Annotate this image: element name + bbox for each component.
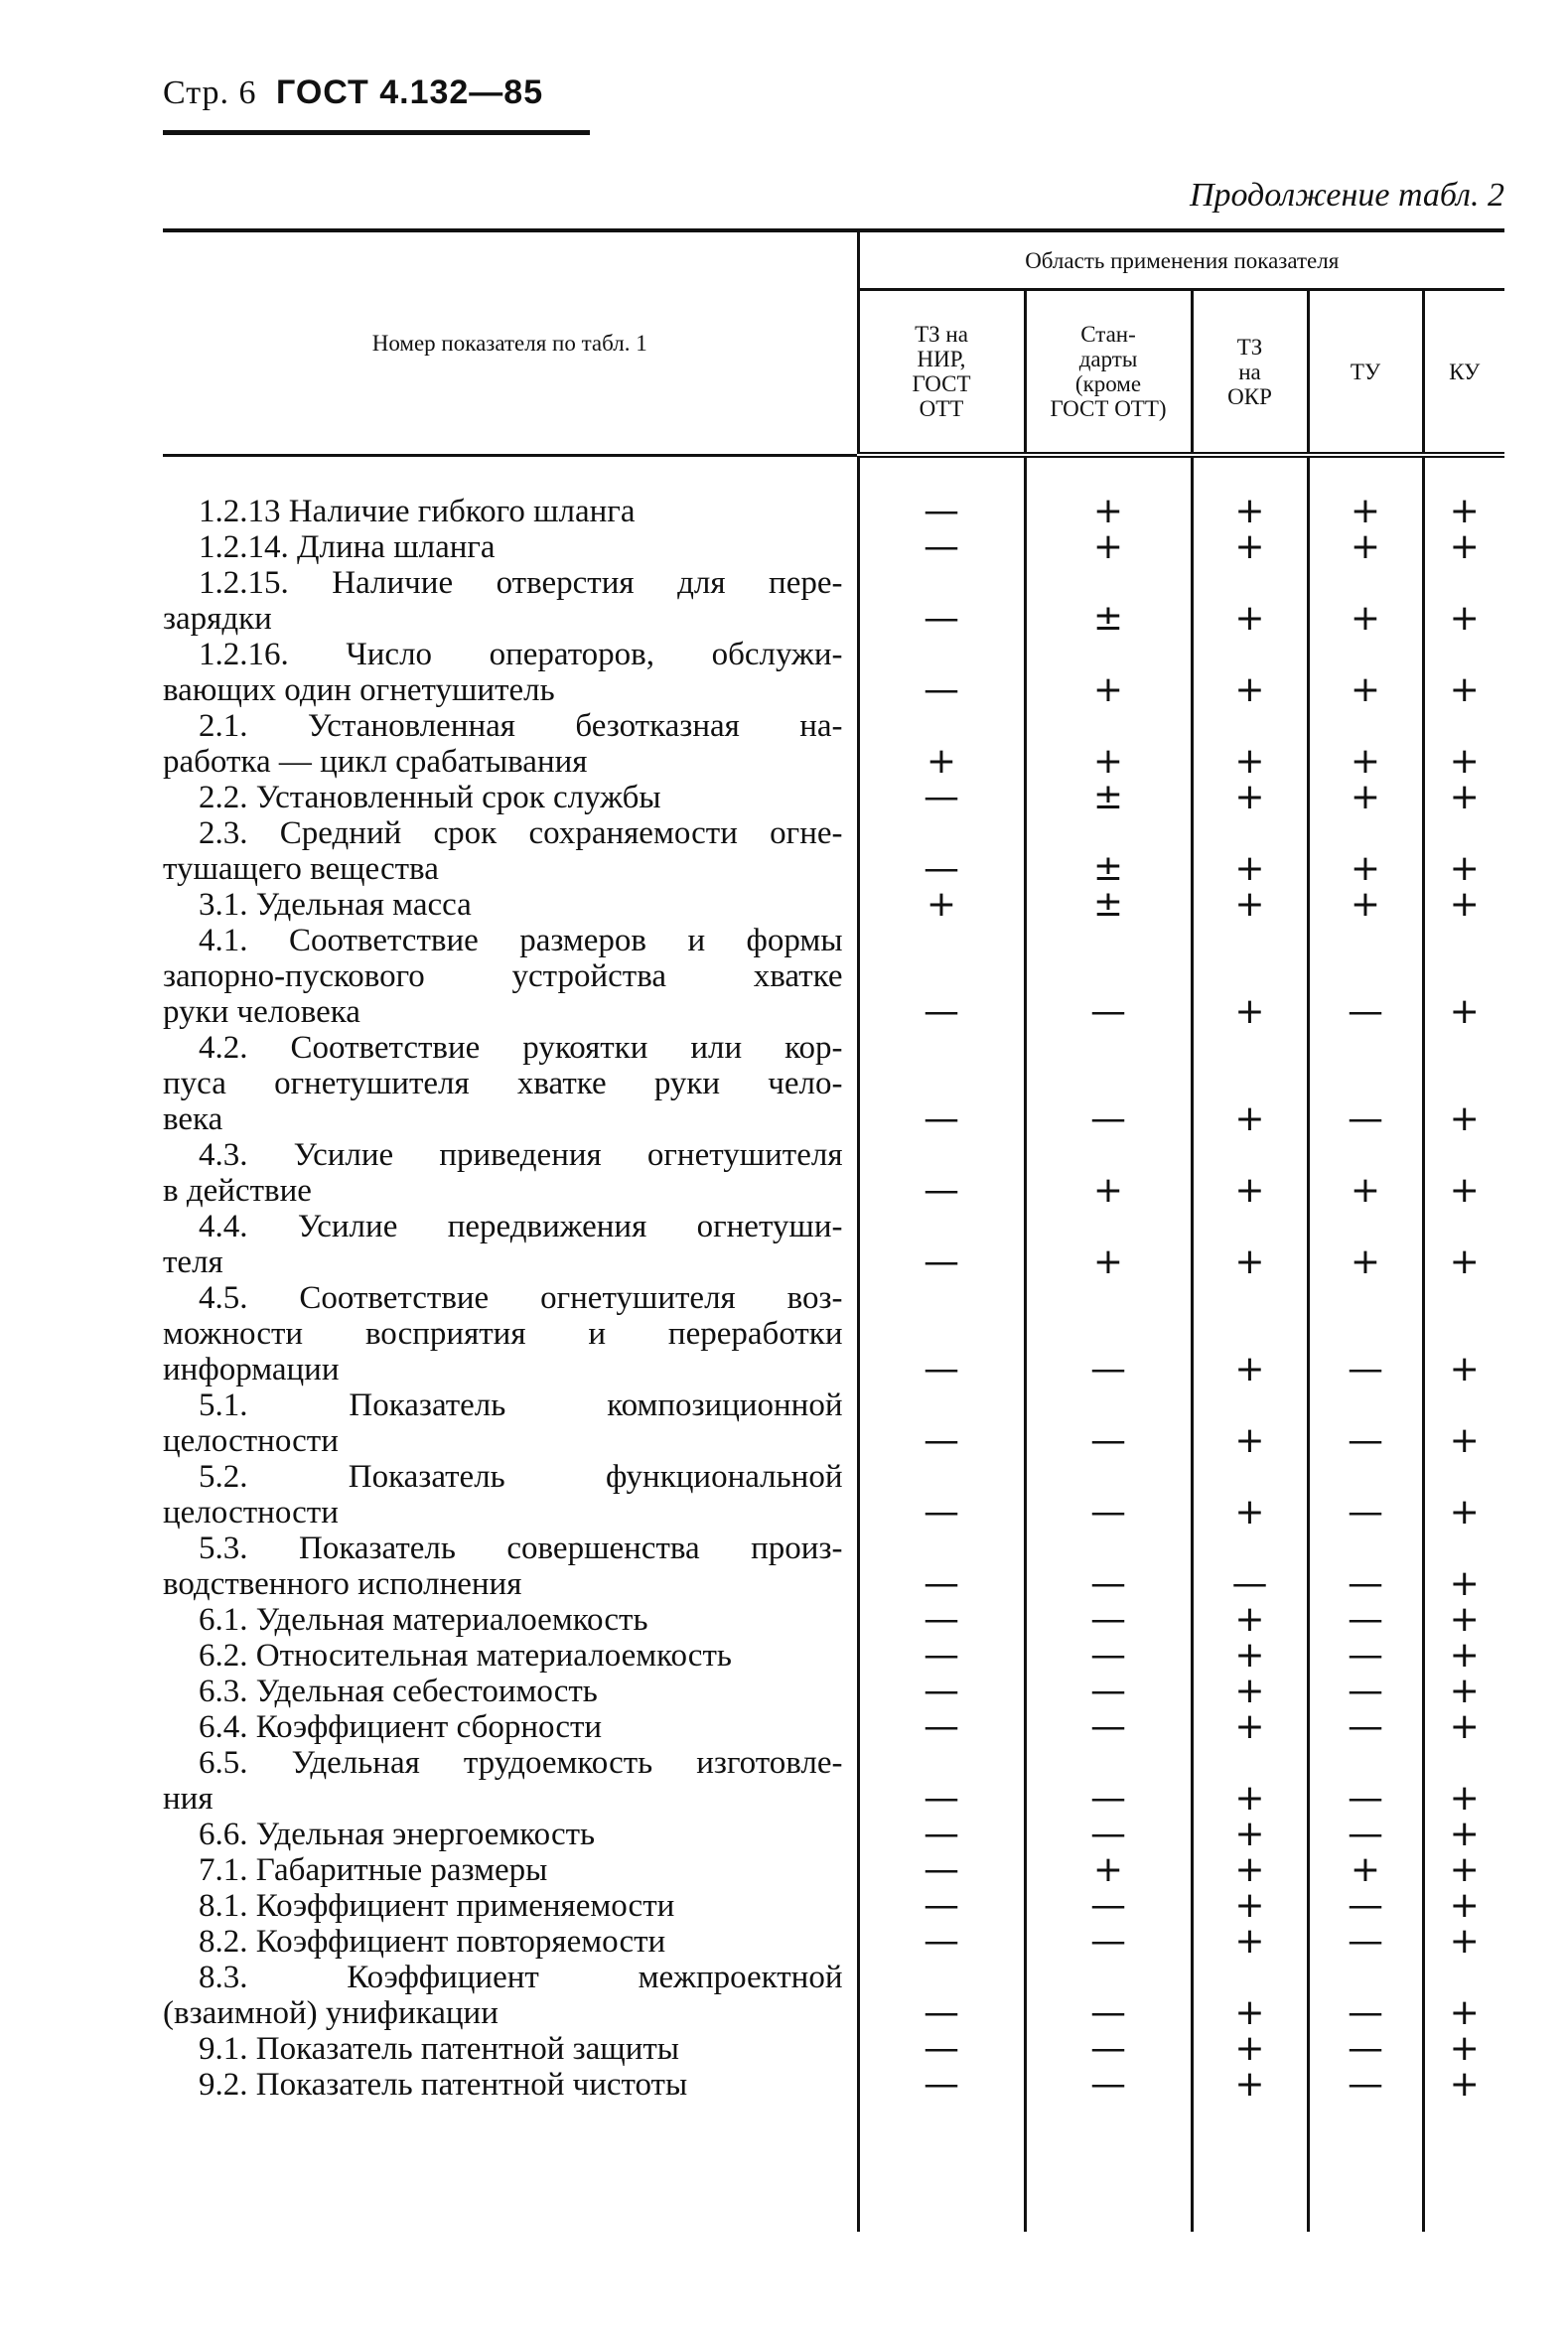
indicator-name-line: информации [163, 1352, 340, 1387]
applicability-mark: + [1423, 1459, 1504, 1531]
table-row [163, 1638, 1504, 1674]
spacer-cell [1308, 2103, 1423, 2232]
applicability-mark: + [1423, 1924, 1504, 1960]
indicator-name-line: века [163, 1101, 223, 1137]
indicator-name [163, 1209, 858, 1280]
column-header-1 [858, 290, 1025, 456]
page-number: Стр. 6 [163, 74, 257, 111]
indicator-name [163, 1137, 858, 1209]
indicator-name-line: 6.3. Удельная себестоимость [199, 1674, 598, 1709]
applicability-mark: + [1423, 1852, 1504, 1888]
table-row [163, 1960, 1504, 2031]
table-row [163, 1280, 1504, 1387]
header-rule [163, 130, 590, 135]
table-row [163, 1817, 1504, 1852]
indicator-name-line: 9.1. Показатель патентной защиты [199, 2031, 679, 2067]
applicability-mark: — [1025, 1817, 1192, 1852]
applicability-mark: — [1308, 1638, 1423, 1674]
applicability-mark: + [1308, 1852, 1423, 1888]
applicability-mark: — [1308, 1960, 1423, 2031]
indicator-name-line: 8.3. Коэффициент межпроектной [199, 1960, 843, 1995]
indicator-name [163, 815, 858, 887]
applicability-mark: — [1025, 1030, 1192, 1137]
indicator-name [163, 1745, 858, 1817]
applicability-mark: — [1308, 1924, 1423, 1960]
applicability-mark: + [1192, 1817, 1308, 1852]
applicability-mark: + [1423, 1280, 1504, 1387]
applicability-mark: + [1308, 529, 1423, 565]
indicator-name-line: зарядки [163, 601, 272, 637]
applicability-mark: + [1192, 529, 1308, 565]
table-row [163, 1852, 1504, 1888]
applicability-mark: + [1423, 780, 1504, 815]
indicator-name [163, 1602, 858, 1638]
indicator-name-line: 8.1. Коэффициент применяемости [199, 1888, 675, 1924]
applicability-mark: + [1423, 708, 1504, 780]
column-header-line: ОТТ [919, 396, 964, 421]
indicator-name [163, 1531, 858, 1602]
applicability-mark: — [858, 565, 1025, 637]
applicability-mark: — [858, 815, 1025, 887]
indicator-name [163, 565, 858, 637]
indicator-name-line: тушащего вещества [163, 851, 439, 887]
applicability-mark: + [1423, 1888, 1504, 1924]
indicator-name [163, 1674, 858, 1709]
gost-number: ГОСТ 4.132—85 [276, 73, 544, 111]
indicator-name-line: 4.2. Соответствие рукоятки или кор- [199, 1030, 843, 1066]
indicator-name [163, 2067, 858, 2103]
indicator-name [163, 887, 858, 923]
applicability-mark: + [1423, 1817, 1504, 1852]
indicator-name-line: 6.5. Удельная трудоемкость изготовле- [199, 1745, 843, 1781]
applicability-mark: + [1423, 637, 1504, 708]
applicability-mark: — [1308, 1531, 1423, 1602]
applicability-mark: + [1308, 780, 1423, 815]
applicability-mark: + [1192, 1137, 1308, 1209]
column-header-line: КУ [1449, 359, 1481, 384]
applicability-mark: — [858, 1137, 1025, 1209]
indicator-name-line: водственного исполнения [163, 1566, 522, 1602]
column-header-line: ТУ [1350, 359, 1381, 384]
applicability-mark: + [1423, 1638, 1504, 1674]
indicator-name [163, 1852, 858, 1888]
table-row [163, 2031, 1504, 2067]
applicability-mark: — [1025, 1745, 1192, 1817]
applicability-mark: — [858, 1209, 1025, 1280]
table-row [163, 1030, 1504, 1137]
table-row [163, 1888, 1504, 1924]
table-row [163, 1387, 1504, 1459]
table-row [163, 1709, 1504, 1745]
applicability-mark: + [1423, 815, 1504, 887]
column-header-line: ОКР [1227, 383, 1272, 409]
indicator-name [163, 780, 858, 815]
applicability-mark: + [1308, 887, 1423, 923]
applicability-mark: — [1025, 923, 1192, 1030]
table-row [163, 1602, 1504, 1638]
indicator-name [163, 637, 858, 708]
applicability-mark: — [1025, 1459, 1192, 1531]
table-row [163, 637, 1504, 708]
spacer-cell [1192, 2103, 1308, 2232]
indicator-name-line: 4.1. Соответствие размеров и формы [199, 923, 843, 958]
applicability-mark: + [1308, 637, 1423, 708]
indicator-name-line: 2.1. Установленная безотказная на- [199, 708, 843, 744]
applicability-mark: — [858, 1602, 1025, 1638]
applicability-mark: + [1192, 1745, 1308, 1817]
indicator-name [163, 1924, 858, 1960]
applicability-mark: — [858, 1531, 1025, 1602]
spacer-cell [858, 2103, 1025, 2232]
indicator-name-line: 6.1. Удельная материалоемкость [199, 1602, 648, 1638]
spacer-cell [1025, 2103, 1192, 2232]
indicator-name [163, 708, 858, 780]
applicability-mark: — [858, 529, 1025, 565]
table-row [163, 708, 1504, 780]
applicability-mark: ± [1025, 815, 1192, 887]
table-row [163, 455, 1504, 529]
indicator-name-line: 1.2.16. Число операторов, обслужи- [199, 637, 843, 672]
indicator-name-line: вающих один огнетушитель [163, 672, 555, 708]
applicability-mark: + [1192, 1674, 1308, 1709]
applicability-mark: + [1192, 1852, 1308, 1888]
indicator-name-line: 5.1. Показатель композиционной [199, 1387, 843, 1423]
table-row [163, 1209, 1504, 1280]
applicability-mark: + [1192, 565, 1308, 637]
applicability-mark: — [858, 2031, 1025, 2067]
table-row [163, 529, 1504, 565]
indicator-name [163, 455, 858, 529]
table-row [163, 887, 1504, 923]
applicability-mark: + [1192, 1924, 1308, 1960]
applicability-mark: — [1025, 1531, 1192, 1602]
applicability-mark: + [1025, 637, 1192, 708]
page-header [163, 73, 543, 112]
applicability-mark: + [1308, 815, 1423, 887]
indicator-name-line: можности восприятия и переработки [163, 1316, 843, 1352]
column-header-line: дарты [1078, 347, 1138, 371]
applicability-mark: — [858, 1674, 1025, 1709]
applicability-mark: — [1308, 1745, 1423, 1817]
applicability-mark: + [1192, 1030, 1308, 1137]
applicability-mark: + [1423, 1387, 1504, 1459]
indicator-name [163, 1817, 858, 1852]
applicability-mark: — [858, 637, 1025, 708]
applicability-mark: + [1423, 887, 1504, 923]
applicability-mark: + [1192, 2031, 1308, 2067]
column-group-header: Область применения показателя [858, 230, 1504, 290]
applicability-mark: — [858, 1924, 1025, 1960]
applicability-mark: — [858, 1709, 1025, 1745]
indicator-name [163, 1459, 858, 1531]
indicator-name-line: пуса огнетушителя хватке руки чело- [163, 1066, 843, 1101]
applicability-mark: — [1308, 1602, 1423, 1638]
column-header-line: (кроме [1074, 371, 1142, 396]
indicator-name [163, 1638, 858, 1674]
column-header-2 [1025, 290, 1192, 456]
applicability-mark: — [858, 1459, 1025, 1531]
applicability-mark: — [858, 1817, 1025, 1852]
applicability-mark: — [1025, 1280, 1192, 1387]
applicability-mark: + [1192, 1960, 1308, 2031]
applicability-mark: + [1308, 708, 1423, 780]
applicability-mark: + [1423, 1745, 1504, 1817]
indicator-name-line: 5.2. Показатель функциональной [199, 1459, 843, 1495]
applicability-mark: + [1025, 1137, 1192, 1209]
applicability-mark: — [858, 923, 1025, 1030]
applicability-mark: — [1308, 1817, 1423, 1852]
applicability-mark: — [1025, 1709, 1192, 1745]
applicability-mark: + [1025, 1852, 1192, 1888]
indicator-name-line: 5.3. Показатель совершенства произ- [199, 1531, 843, 1566]
column-header-5 [1423, 290, 1504, 456]
indicator-name [163, 1960, 858, 2031]
indicator-name-line: (взаимной) унификации [163, 1995, 499, 2031]
indicator-name-line: теля [163, 1244, 223, 1280]
applicability-mark: — [1308, 1888, 1423, 1924]
applicability-mark: — [1025, 1602, 1192, 1638]
applicability-mark: + [858, 708, 1025, 780]
applicability-mark: + [1423, 1531, 1504, 1602]
applicability-mark: — [1192, 1531, 1308, 1602]
applicability-mark: + [1308, 1137, 1423, 1209]
applicability-mark: + [1192, 637, 1308, 708]
applicability-mark: + [1192, 2067, 1308, 2103]
applicability-mark: + [1192, 1387, 1308, 1459]
applicability-mark: + [1192, 1709, 1308, 1745]
applicability-mark: — [858, 1638, 1025, 1674]
applicability-mark: — [1308, 1387, 1423, 1459]
indicator-name-line: ния [163, 1781, 214, 1817]
applicability-mark: — [1308, 1674, 1423, 1709]
indicator-name-line: целостности [163, 1495, 339, 1531]
applicability-mark: + [1423, 2067, 1504, 2103]
column-header-3 [1192, 290, 1308, 456]
indicator-name-line: 1.2.15. Наличие отверстия для пере- [199, 565, 843, 601]
indicator-name-line: 1.2.13 Наличие гибкого шланга [199, 494, 636, 529]
indicator-name [163, 529, 858, 565]
table-row [163, 565, 1504, 637]
table-row [163, 1459, 1504, 1531]
spacer-cell [163, 2103, 858, 2232]
applicability-mark: + [1192, 1280, 1308, 1387]
applicability-mark: + [1025, 529, 1192, 565]
applicability-mark: + [1308, 565, 1423, 637]
table-row [163, 1674, 1504, 1709]
applicability-mark: — [1025, 1638, 1192, 1674]
table-row [163, 1924, 1504, 1960]
indicator-name-line: работка — цикл срабатывания [163, 744, 588, 780]
applicability-mark: — [1025, 1960, 1192, 2031]
indicator-name [163, 1030, 858, 1137]
applicability-mark: + [1423, 1209, 1504, 1280]
indicator-name [163, 2031, 858, 2067]
applicability-mark: + [1423, 529, 1504, 565]
table-row [163, 1531, 1504, 1602]
applicability-mark: — [858, 1030, 1025, 1137]
applicability-mark: ± [1025, 780, 1192, 815]
applicability-mark: + [1423, 1030, 1504, 1137]
indicator-name [163, 1709, 858, 1745]
indicator-name-line: 1.2.14. Длина шланга [199, 529, 496, 565]
column-header-line: НИР, [917, 347, 966, 371]
applicability-mark: — [858, 780, 1025, 815]
applicability-mark: — [1025, 1387, 1192, 1459]
applicability-mark: + [1192, 1888, 1308, 1924]
column-header-line: на [1238, 359, 1261, 384]
indicator-name-line: 2.3. Средний срок сохраняемости огне- [199, 815, 843, 851]
applicability-mark: — [1308, 1709, 1423, 1745]
table-row [163, 2067, 1504, 2103]
applicability-mark: + [1423, 1602, 1504, 1638]
table-body [163, 455, 1504, 2232]
indicator-table-container [163, 228, 1504, 2232]
applicability-mark: + [1423, 565, 1504, 637]
indicator-name-line: 4.3. Усилие приведения огнетушителя [199, 1137, 843, 1173]
applicability-mark: — [858, 1852, 1025, 1888]
indicator-name-line: руки человека [163, 994, 360, 1030]
applicability-mark: + [1192, 455, 1308, 529]
applicability-mark: + [1192, 815, 1308, 887]
applicability-mark: + [1423, 1960, 1504, 2031]
indicator-name-line: 9.2. Показатель патентной чистоты [199, 2067, 688, 2103]
applicability-mark: + [1192, 1459, 1308, 1531]
indicator-name [163, 1387, 858, 1459]
applicability-mark: + [1423, 455, 1504, 529]
applicability-mark: — [1025, 1924, 1192, 1960]
indicator-name-line: 8.2. Коэффициент повторяемости [199, 1924, 666, 1960]
column-header-line: ГОСТ [912, 371, 971, 396]
applicability-mark: — [1025, 2031, 1192, 2067]
table-bottom-spacer [163, 2103, 1504, 2232]
applicability-mark: — [1308, 1030, 1423, 1137]
applicability-mark: ± [1025, 887, 1192, 923]
applicability-mark: — [858, 1888, 1025, 1924]
indicator-name [163, 1280, 858, 1387]
applicability-mark: + [858, 887, 1025, 923]
indicator-name [163, 1888, 858, 1924]
applicability-mark: — [1025, 1888, 1192, 1924]
column-header-line: ГОСТ ОТТ) [1050, 396, 1167, 421]
applicability-mark: — [1308, 923, 1423, 1030]
indicator-name-line: 6.4. Коэффициент сборности [199, 1709, 603, 1745]
table-row [163, 1745, 1504, 1817]
table-row [163, 815, 1504, 887]
applicability-mark: — [1308, 2067, 1423, 2103]
indicator-name-line: 3.1. Удельная масса [199, 887, 472, 923]
applicability-mark: + [1423, 2031, 1504, 2067]
applicability-mark: — [858, 1745, 1025, 1817]
indicator-name [163, 923, 858, 1030]
applicability-mark: + [1192, 1209, 1308, 1280]
indicator-name-line: 4.4. Усилие передвижения огнетуши- [199, 1209, 843, 1244]
indicator-name-line: 2.2. Установленный срок службы [199, 780, 661, 815]
indicator-name-line: 7.1. Габаритные размеры [199, 1852, 548, 1888]
table-row [163, 1137, 1504, 1209]
applicability-mark: + [1308, 1209, 1423, 1280]
indicator-name-line: 6.6. Удельная энергоемкость [199, 1817, 596, 1852]
indicator-name-line: целостности [163, 1423, 339, 1459]
indicator-table [163, 228, 1504, 2232]
applicability-mark: — [858, 1387, 1025, 1459]
column-header-line: Стан- [1080, 322, 1136, 347]
applicability-mark: + [1423, 923, 1504, 1030]
applicability-mark: + [1192, 887, 1308, 923]
applicability-mark: — [858, 1960, 1025, 2031]
spacer-cell [1423, 2103, 1504, 2232]
indicator-name-line: 6.2. Относительная материалоемкость [199, 1638, 732, 1674]
applicability-mark: + [1192, 1602, 1308, 1638]
applicability-mark: + [1308, 455, 1423, 529]
table-continuation-label: Продолжение табл. 2 [1189, 177, 1504, 214]
applicability-mark: — [858, 1280, 1025, 1387]
applicability-mark: — [1025, 1674, 1192, 1709]
applicability-mark: + [1025, 708, 1192, 780]
applicability-mark: + [1192, 1638, 1308, 1674]
applicability-mark: + [1423, 1709, 1504, 1745]
table-row [163, 923, 1504, 1030]
applicability-mark: + [1192, 708, 1308, 780]
applicability-mark: + [1025, 455, 1192, 529]
applicability-mark: — [1308, 1280, 1423, 1387]
applicability-mark: + [1192, 780, 1308, 815]
applicability-mark: — [858, 455, 1025, 529]
applicability-mark: — [1308, 1459, 1423, 1531]
applicability-mark: + [1423, 1674, 1504, 1709]
indicator-name-line: 4.5. Соответствие огнетушителя воз- [199, 1280, 843, 1316]
indicator-name-line: в действие [163, 1173, 312, 1209]
column-header-line: ТЗ [1236, 334, 1263, 360]
column-header-indicator-number: Номер показателя по табл. 1 [163, 230, 858, 455]
applicability-mark: — [1025, 2067, 1192, 2103]
applicability-mark: + [1025, 1209, 1192, 1280]
indicator-name-line: запорно-пускового устройства хватке [163, 958, 843, 994]
column-header-line: ТЗ на [915, 322, 968, 347]
applicability-mark: ± [1025, 565, 1192, 637]
applicability-mark: — [858, 2067, 1025, 2103]
applicability-mark: — [1308, 2031, 1423, 2067]
table-row [163, 780, 1504, 815]
applicability-mark: + [1192, 923, 1308, 1030]
applicability-mark: + [1423, 1137, 1504, 1209]
column-header-4 [1308, 290, 1423, 456]
